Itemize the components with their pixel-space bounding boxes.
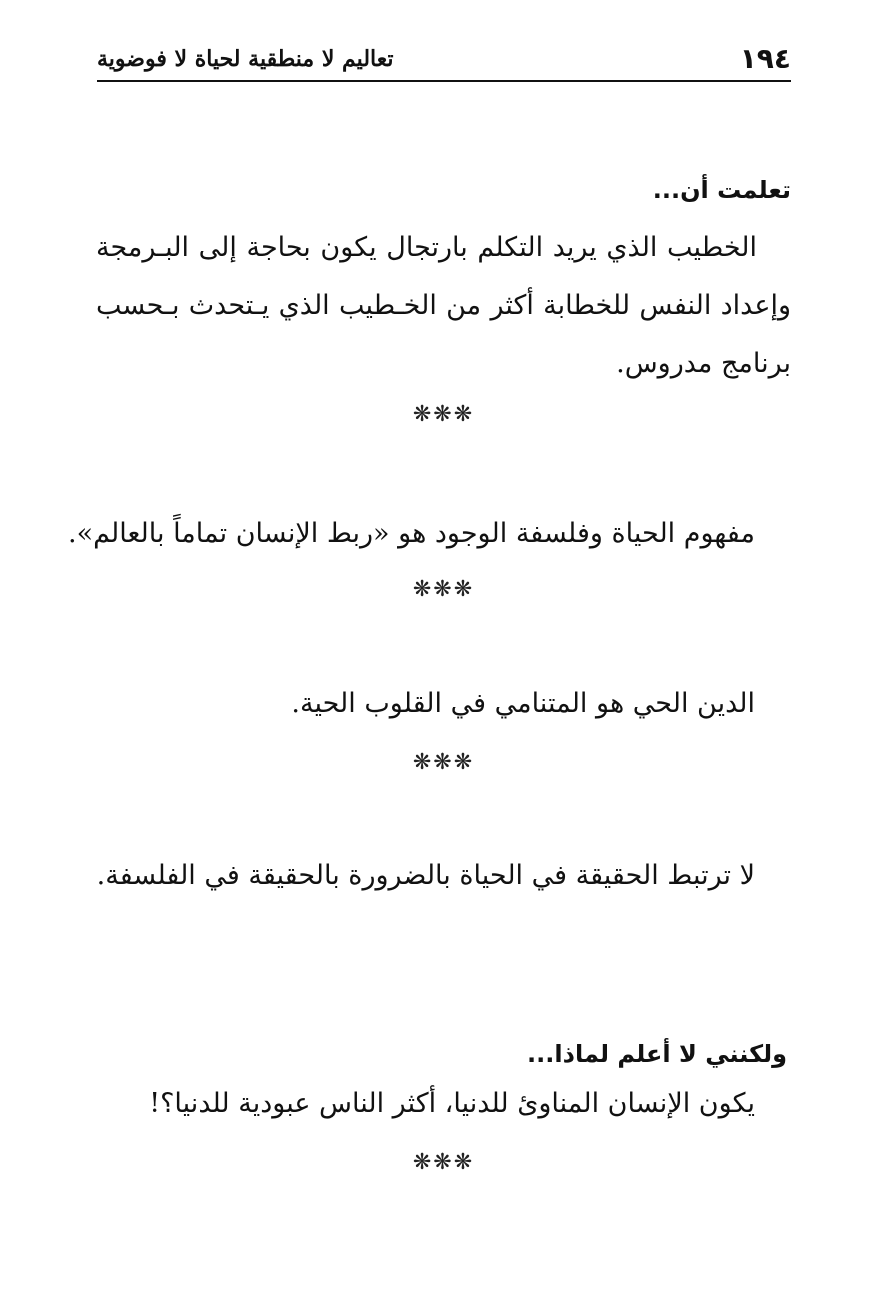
page-number: ١٩٤ <box>739 42 791 75</box>
paragraph-line: برنامج مدروس. <box>616 348 791 379</box>
running-header <box>97 40 791 82</box>
section-heading-learned: تعلمت أن... <box>652 176 791 204</box>
book-title: تعاليم لا منطقية لحياة لا فوضوية <box>97 46 394 72</box>
paragraph-speaker <box>96 219 791 393</box>
separator-stars: ❋❋❋ <box>412 577 475 602</box>
separator-stars: ❋❋❋ <box>412 1150 475 1175</box>
quote-truth: لا ترتبط الحقيقة في الحياة بالضرورة بالحقيقة في الفلسفة. <box>96 860 755 891</box>
section-heading-dont-know: ولكنني لا أعلم لماذا... <box>527 1040 787 1068</box>
paragraph-world: يكون الإنسان المناوئ للدنيا، أكثر الناس عبودية للدنيا؟! <box>149 1088 755 1119</box>
separator-stars: ❋❋❋ <box>412 750 475 775</box>
paragraph-line: الخطيب الذي يريد التكلم بارتجال يكون بحاجة إلى البـرمجة <box>96 232 757 263</box>
quote-religion: الدين الحي هو المتنامي في القلوب الحية. <box>291 688 755 719</box>
quote-philosophy: مفهوم الحياة وفلسفة الوجود هو «ربط الإنسان تماماً بالعالم». <box>67 518 755 549</box>
paragraph-line: وإعداد النفس للخطابة أكثر من الخـطيب الذي يـتحدث بـحسب <box>96 290 791 321</box>
separator-stars: ❋❋❋ <box>412 402 475 427</box>
